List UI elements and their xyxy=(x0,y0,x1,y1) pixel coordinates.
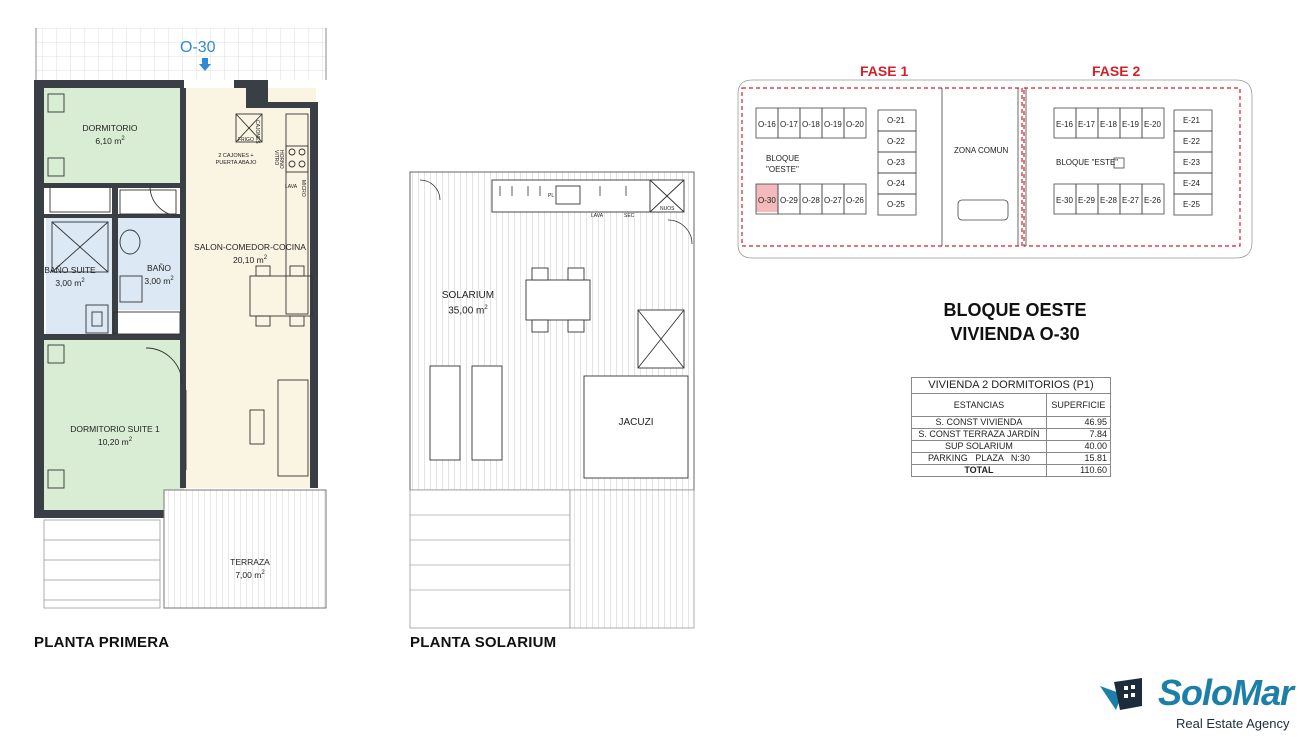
site-unit-label: E-28 xyxy=(1100,196,1117,205)
logo-brand: SoloMar xyxy=(1158,672,1294,713)
site-unit-label: O-22 xyxy=(887,137,905,146)
room-dormitorio-suite xyxy=(50,424,180,448)
superscript: 2 xyxy=(484,305,488,311)
site-unit-label: O-19 xyxy=(824,120,842,129)
row-label: PARKING PLAZA N:30 xyxy=(912,453,1047,465)
room-area: 3,00 m xyxy=(144,275,171,286)
bloque-oeste-label xyxy=(766,153,798,175)
row-value: 7.84 xyxy=(1046,429,1110,441)
solomar-logo xyxy=(1098,672,1298,736)
site-unit-label: E-24 xyxy=(1183,179,1200,188)
bloque-title-line2: VIVIENDA O-30 xyxy=(950,324,1080,344)
label-lava: LAVA xyxy=(285,184,298,190)
site-unit-label: E-29 xyxy=(1078,196,1095,205)
row-value: 46.95 xyxy=(1046,417,1110,429)
col-superficie: SUPERFICIE xyxy=(1046,394,1110,417)
room-terraza xyxy=(210,557,290,581)
area-table-title: VIVIENDA 2 DORMITORIOS (P1) xyxy=(912,378,1111,394)
area-table xyxy=(911,377,1111,477)
label-cajones: CAJONES xyxy=(254,120,260,144)
room-name: BAÑO SUITE xyxy=(44,265,96,275)
caption-planta-primera: PLANTA PRIMERA xyxy=(34,634,170,651)
room-name: DORMITORIO xyxy=(82,123,138,133)
row-value: 110.60 xyxy=(1046,465,1110,477)
kitchen-note-line1: 2 CAJONES + xyxy=(218,153,254,159)
label-horno: HORNO xyxy=(278,150,284,169)
logo-tagline: Real Estate Agency xyxy=(1176,716,1290,731)
label-sec: SEC xyxy=(624,213,635,219)
room-name: TERRAZA xyxy=(230,557,270,567)
site-unit-label: E-21 xyxy=(1183,116,1200,125)
row-label: S. CONST TERRAZA JARDÍN xyxy=(912,429,1047,441)
floor-plan-primera xyxy=(0,0,340,630)
site-plan xyxy=(730,60,1260,265)
unit-marker-label: O-30 xyxy=(180,39,216,56)
room-dormitorio xyxy=(70,123,150,147)
row-value: 40.00 xyxy=(1046,441,1110,453)
superscript: 2 xyxy=(263,255,268,261)
jacuzzi-label: JACUZI xyxy=(618,417,654,428)
kitchen-note-line2: PUERTA ABAJO xyxy=(215,160,257,166)
zona-comun-label: ZONA COMUN xyxy=(954,146,1009,155)
table-row xyxy=(912,441,1111,453)
row-label: S. CONST VIVIENDA xyxy=(912,417,1047,429)
site-unit-label: O-24 xyxy=(887,179,905,188)
site-unit-label: E-17 xyxy=(1078,120,1095,129)
superscript: 2 xyxy=(170,276,174,282)
label-pl: PL xyxy=(548,193,555,199)
superscript: 2 xyxy=(121,136,125,142)
room-name: SALON-COMEDOR-COCINA xyxy=(194,242,306,252)
site-unit-label: E-23 xyxy=(1183,158,1200,167)
floor-plan-solarium xyxy=(400,160,700,630)
room-area: 10,20 m xyxy=(97,436,129,447)
label-frigo: FRIGO xyxy=(238,137,254,143)
fase-2-label: FASE 2 xyxy=(1092,63,1141,79)
site-unit-label: O-18 xyxy=(802,120,820,129)
label-micro: MICRO xyxy=(300,180,306,197)
bloque-oeste-line1: BLOQUE xyxy=(766,154,800,163)
room-area: 3,00 m xyxy=(55,277,82,288)
label-lava-solarium: LAVA xyxy=(591,213,604,219)
site-unit-label: O-20 xyxy=(846,120,864,129)
label-vitro: VITRO xyxy=(273,150,279,166)
room-area: 20,10 m xyxy=(232,254,264,265)
site-unit-label: O-27 xyxy=(824,196,842,205)
room-name: BAÑO xyxy=(146,263,172,273)
bloque-oeste-line2: "OESTE" xyxy=(766,165,799,174)
superscript: 2 xyxy=(81,278,85,284)
table-row xyxy=(912,453,1111,465)
row-label: SUP SOLARIUM xyxy=(912,441,1047,453)
room-area: 6,10 m xyxy=(95,135,122,146)
site-unit-label: O-30 xyxy=(758,196,776,205)
site-unit-label: O-28 xyxy=(802,196,820,205)
fase-1-label: FASE 1 xyxy=(860,63,909,79)
room-salon xyxy=(186,242,314,266)
site-unit-label: E-20 xyxy=(1144,120,1161,129)
table-row xyxy=(912,465,1111,477)
superscript: 2 xyxy=(128,437,133,443)
bloque-title xyxy=(930,298,1100,346)
site-unit-label: O-16 xyxy=(758,120,776,129)
bloque-este-label: BLOQUE "ESTE" xyxy=(1056,158,1119,167)
table-row xyxy=(912,417,1111,429)
logo-building-icon xyxy=(1098,676,1160,716)
room-bano xyxy=(138,263,180,287)
room-bano-suite xyxy=(44,265,96,289)
col-estancias: ESTANCIAS xyxy=(912,394,1047,417)
bloque-title-line1: BLOQUE OESTE xyxy=(943,300,1087,320)
kitchen-note xyxy=(208,153,264,167)
table-row xyxy=(912,429,1111,441)
site-unit-label: E-18 xyxy=(1100,120,1117,129)
site-unit-label: O-17 xyxy=(780,120,798,129)
site-unit-label: E-16 xyxy=(1056,120,1073,129)
room-name: DORMITORIO SUITE 1 xyxy=(70,424,160,434)
site-unit-label: E-26 xyxy=(1144,196,1161,205)
room-area: 35,00 m xyxy=(448,305,485,317)
site-unit-label: E-19 xyxy=(1122,120,1139,129)
site-unit-label: O-26 xyxy=(846,196,864,205)
site-unit-label: E-27 xyxy=(1122,196,1139,205)
superscript: 2 xyxy=(261,570,265,576)
site-unit-label: E-22 xyxy=(1183,137,1200,146)
label-nuos: NUOS xyxy=(660,206,675,212)
room-solarium xyxy=(428,289,508,317)
room-name: SOLARIUM xyxy=(441,290,495,301)
site-unit-label: E-30 xyxy=(1056,196,1073,205)
row-value: 15.81 xyxy=(1046,453,1110,465)
site-unit-label: O-21 xyxy=(887,116,905,125)
site-unit-label: E-25 xyxy=(1183,200,1200,209)
site-unit-label: O-29 xyxy=(780,196,798,205)
room-area: 7,00 m xyxy=(235,569,262,580)
row-label: TOTAL xyxy=(912,465,1047,477)
site-unit-label: O-25 xyxy=(887,200,905,209)
site-unit-label: O-23 xyxy=(887,158,905,167)
caption-planta-solarium: PLANTA SOLARIUM xyxy=(410,634,557,651)
